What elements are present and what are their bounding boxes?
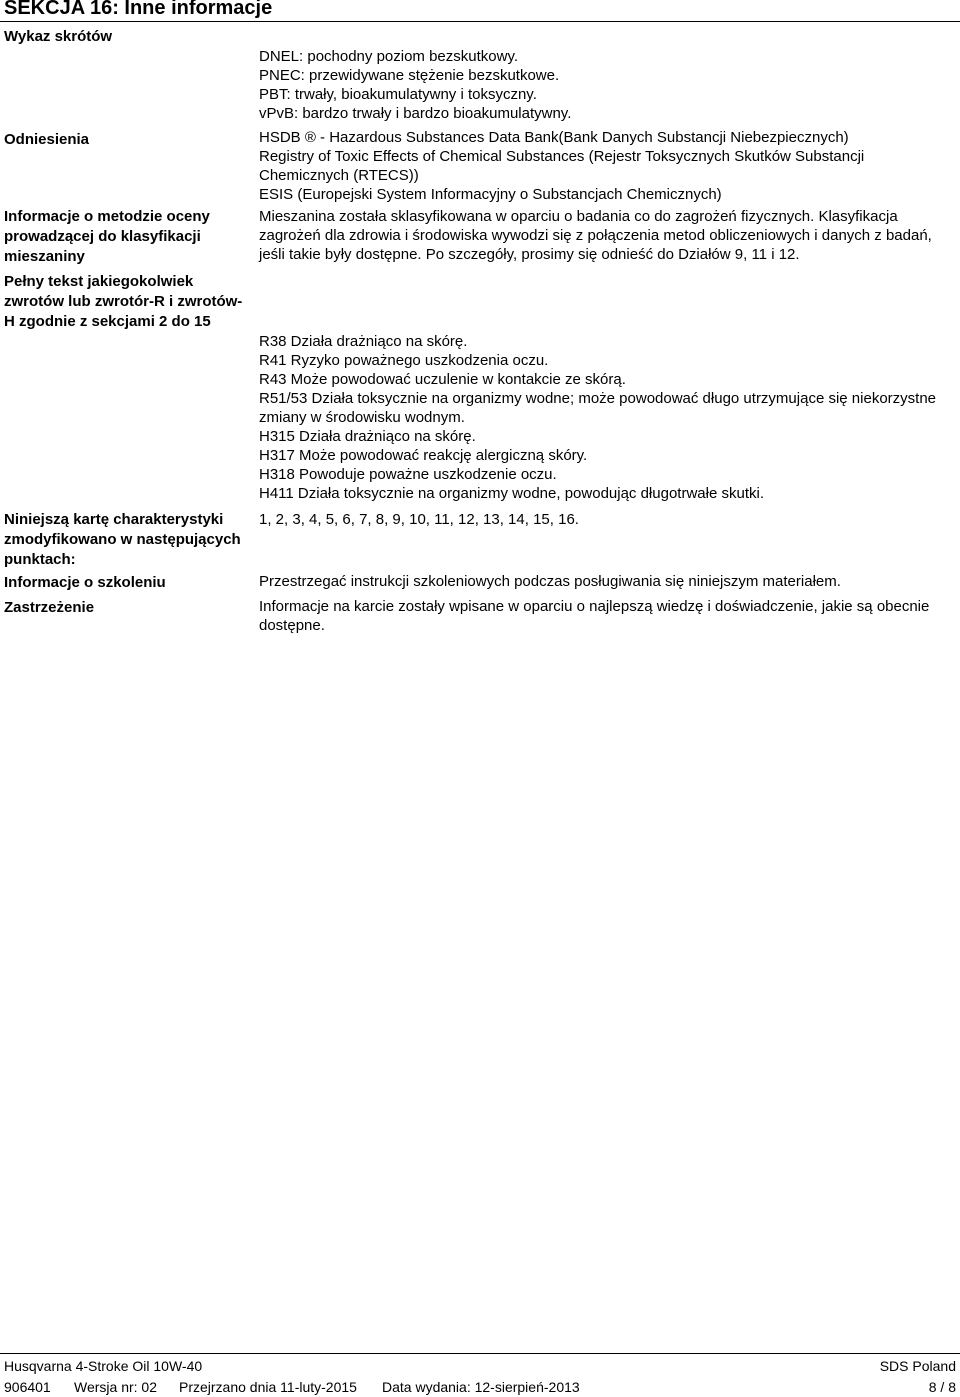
footer-revision-date: Przejrzano dnia 11-luty-2015	[179, 1379, 357, 1395]
training-label: Informacje o szkoleniu	[4, 574, 166, 591]
phrase-line: R43 Może powodować uczulenie w kontakcie ze skórą.	[259, 371, 626, 388]
abbreviations-label: Wykaz skrótów	[4, 28, 113, 45]
abbreviation-line: vPvB: bardzo trwały i bardzo bioakumulatywny.	[259, 105, 572, 122]
footer-document-type: SDS Poland	[879, 1358, 956, 1374]
classification-method-label: Informacje o metodzie oceny prowadzącej do klasyfikacji mieszaniny	[4, 208, 210, 265]
phrase-line: H317 Może powodować reakcję alergiczną skóry.	[259, 447, 588, 464]
modified-sections-text: 1, 2, 3, 4, 5, 6, 7, 8, 9, 10, 11, 12, 13, 14, 15, 16.	[259, 511, 579, 528]
footer-page-number: 8 / 8	[928, 1379, 956, 1395]
classification-method-text: Mieszanina została sklasyfikowana w oparciu o badania co do zagrożeń fizycznych. Klasyfikacja zagrożeń dla zdrowia i środowiska wywodzi się z połączenia metod obliczeniowych i danych z badań, jeśli takie były dostępne. Po szczegóły, prosimy się odnieść do Działów 9, 11 i 12.	[259, 208, 932, 263]
phrases-label: Pełny tekst jakiegokolwiek zwrotów lub zwrotór-R i zwrotów-H zgodnie z sekcjami 2 do 15	[4, 273, 243, 330]
training-text: Przestrzegać instrukcji szkoleniowych podczas posługiwania się niniejszym materiałem.	[259, 573, 841, 590]
phrase-line: R41 Ryzyko poważnego uszkodzenia oczu.	[259, 352, 549, 369]
abbreviation-line: DNEL: pochodny poziom bezskutkowy.	[259, 48, 519, 65]
abbreviation-line: PNEC: przewidywane stężenie bezskutkowe.	[259, 67, 560, 84]
references-content	[259, 128, 949, 204]
footer-product-name: Husqvarna 4-Stroke Oil 10W-40	[4, 1358, 203, 1374]
section-title-rule	[0, 21, 960, 22]
footer-version: Wersja nr: 02	[74, 1379, 157, 1395]
phrase-line: R38 Działa drażniąco na skórę.	[259, 333, 468, 350]
section-title: SEKCJA 16: Inne informacje	[4, 0, 273, 19]
phrase-line: R51/53 Działa toksycznie na organizmy wodne; może powodować długo utrzymujące się niekorzystne zmiany w środowisku wodnym.	[259, 390, 937, 426]
phrase-line: H411 Działa toksycznie na organizmy wodne, powodując długotrwałe skutki.	[259, 485, 764, 502]
abbreviation-line: PBT: trwały, bioakumulatywny i toksyczny.	[259, 86, 537, 103]
footer-issue-date: Data wydania: 12-sierpień-2013	[382, 1379, 580, 1395]
disclaimer-label: Zastrzeżenie	[4, 599, 95, 616]
modified-sections-label: Niniejszą kartę charakterystyki zmodyfikowano w następujących punktach:	[4, 511, 241, 568]
references-label: Odniesienia	[4, 131, 90, 148]
abbreviations-content	[259, 47, 949, 123]
footer-rule	[0, 1353, 960, 1354]
reference-line: Registry of Toxic Effects of Chemical Substances (Rejestr Toksycznych Skutków Substancji Chemicznych (RTECS))	[259, 148, 865, 184]
phrase-line: H318 Powoduje poważne uszkodzenie oczu.	[259, 466, 557, 483]
footer-product-code: 906401	[4, 1379, 51, 1395]
disclaimer-text: Informacje na karcie zostały wpisane w oparciu o najlepszą wiedzę i doświadczenie, jakie są obecnie dostępne.	[259, 598, 930, 634]
reference-line: HSDB ® - Hazardous Substances Data Bank(Bank Danych Substancji Niebezpiecznych)	[259, 129, 849, 146]
reference-line: ESIS (Europejski System Informacyjny o Substancjach Chemicznych)	[259, 186, 722, 203]
phrases-content	[259, 332, 949, 503]
phrase-line: H315 Działa drażniąco na skórę.	[259, 428, 476, 445]
